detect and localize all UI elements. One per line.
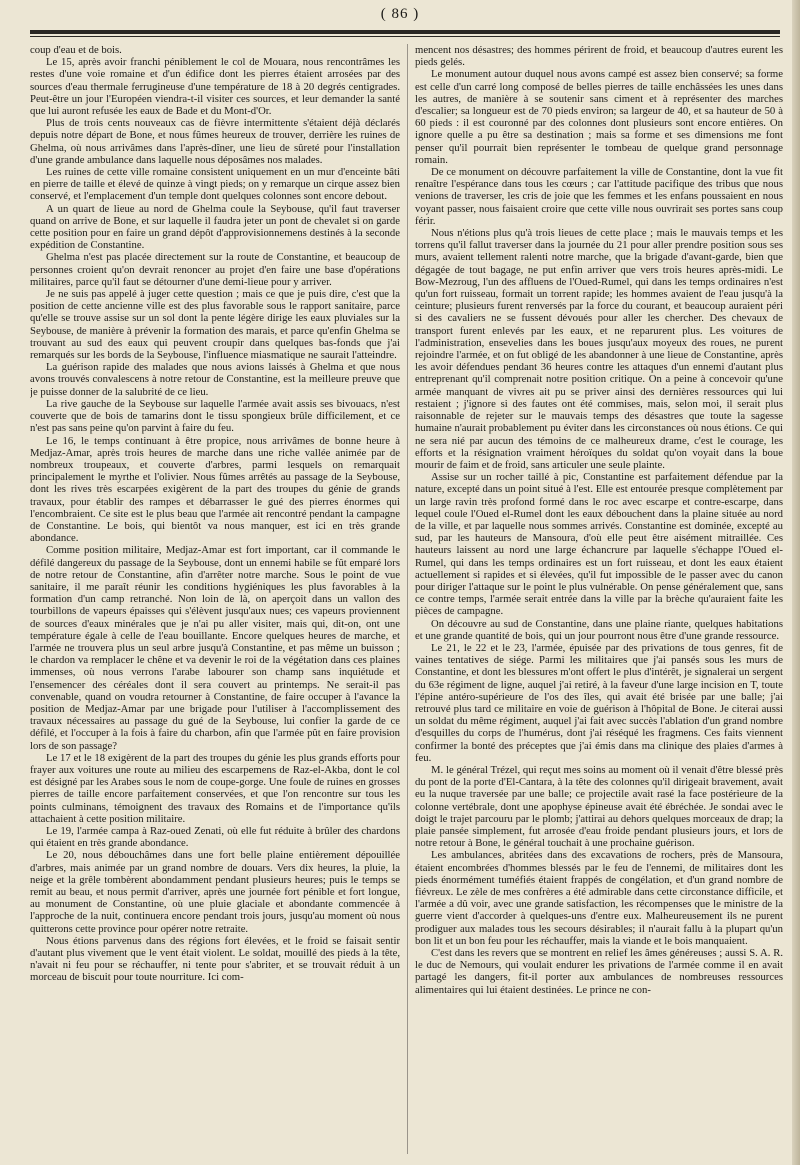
paragraph: La rive gauche de la Seybouse sur laquelle l'armée avait assis ses bivouacs, n'est couverte que de bois de tamarins dont le tissu spongieux brûle difficilement, et ce n'est pas sans peine qu'on parvint à faire du feu. [30,397,400,435]
paragraph: Je ne suis pas appelé à juger cette question ; mais ce que je puis dire, c'est que la position de cette ancienne ville est des plus favorable sous le rapport sanitaire, parce qu'elle se trouve assise sur un sol dont la pente légère dirige les eaux pluviales sur la Seybouse, de manière à prévenir la formation des marais, et parce qu'enfin Ghelma se trouvant au sud des eaux qui peuvent croupir dans quelques bas-fonds que j'ai remarqués sur les bords de la Seybouse, l'influence miasmatique ne saurait l'atteindre. [30,288,400,362]
paragraph: Plus de trois cents nouveaux cas de fièvre intermittente s'étaient déjà déclarés depuis notre départ de Bone, et nous fûmes heureux de trouver, derrière les ruines de Ghelma, où nous arrivâmes dans l'après-dîner, une lieu de sûreté pour l'installation d'une grande ambulance dans laquelle nous déposâmes nos malades. [30,117,400,166]
paragraph: Nous n'étions plus qu'à trois lieues de cette place ; mais le mauvais temps et les torrens qu'il fallut traverser dans la journée du 21 pour aller prendre position sous ses murs, avaient tellement ralenti notre marche, que la brigade d'avant-garde, bien que dégagée de tout bagage, ne put enfin arriver que vers trois heures après-midi. Le Bow-Mezroug, l'un des affluens de l'Oued-Rumel, qui dans les temps ordinaires n'est qu'un fort ruisseau, formait un torrent rapide; les hommes avaient de l'eau jusqu'à la ceinture; plusieurs furent renversés par la force du courant, et beaucoup auraient péri si des cavaliers ne se fussent dévoués pour aller les chercher. Des chevaux de transport furent enlevés par les eaux, et ne reparurent plus. Les voitures de l'administration, ensevelies dans les boues jusqu'aux moyeux des roues, ne purent rejoindre l'armée, et on fut obligé de les abandonner à une lieue de Constantine, après les avoir défendues pendant 36 heures contre les attaques d'un ennemi d'autant plus entreprenant qu'il comprenait notre position critique. On a peine à concevoir qu'une armée manquant de vivres ait pu se priver ainsi des dernières ressources qui lui restaient ; j'ignore si des fautes ont été commises, mais, selon moi, il serait plus raisonnable de rejeter sur le mauvais temps des désastres que toute la sagesse humaine n'aurait probablement pu éviter dans les circonstances où nous étions. Ce qui ne sera nié par aucun des témoins de ce malheureux drame, c'est le courage, les efforts et la résignation vraiment héroïques du soldat qu'on voyait dans la boue mourir de faim et de froid, sans articuler une seule plainte. [415,227,783,471]
column-divider [407,44,408,1154]
paragraph: De ce monument on découvre parfaitement la ville de Constantine, dont la vue fit renaître l'espérance dans tous les cœurs ; car l'attitude pacifique des tribus que nous venions de traverser, les cris de joie que les femmes et les enfans poussaient en nous voyant passer, nous faisaient croire que cette ville nous ouvrirait ses portes sans coup férir. [415,166,783,227]
paragraph: Le 17 et le 18 exigèrent de la part des troupes du génie les plus grands efforts pour frayer aux voitures une route au milieu des escarpemens de Raz-el-Akba, dont le col est désigné par les Arabes sous le nom de coupe-gorge. Une foule de ruines en grosses pierres de taille encore parfaitement conservées, et que l'on rencontre sur tous les points culminans, témoignent des travaux des Romains et de l'importance qu'ils attachaient à cette position militaire. [30,751,400,825]
paragraph: Le 19, l'armée campa à Raz-oued Zenati, où elle fut réduite à brûler des chardons qui étaient en très grande abondance. [30,825,400,850]
paragraph: Le monument autour duquel nous avons campé est assez bien conservé; sa forme est celle d'un carré long composé de belles pierres de taille enchâssées les unes dans les autres, de manière à se soutenir sans ciment et à représenter des marches d'escalier; sa longueur est de 70 pieds environ; sa largeur de 40, et sa hauteur de 50 à 60 pieds : il est couronné par des colonnes dont plusieurs sont encore entières. On ignore quelle a pu être sa destination ; mais sa forme et ses dimensions me font penser qu'il pourrait bien représenter le tombeau de quelque grand personnage romain. [415,68,783,166]
paragraph: Nous étions parvenus dans des régions fort élevées, et le froid se faisait sentir d'autant plus vivement que le vent était violent. Le soldat, mouillé des pieds à la tête, n'avait ni feu pour se réchauffer, ni tente pour s'abriter, et se trouvait réduit à un morceau de biscuit pour toute nourriture. Ici com- [30,934,400,984]
page-edge [792,0,800,1165]
paragraph: C'est dans les revers que se montrent en relief les âmes généreuses ; aussi S. A. R. le duc de Nemours, qui voulait endurer les privations de l'armée comme il en avait partagé les dangers, fit-il porter aux ambulances de nombreuses ressources alimentaires qui lui étaient destinées. Le prince ne con- [415,947,783,996]
paragraph: M. le général Trézel, qui reçut mes soins au moment où il venait d'être blessé près du pont de la porte d'El-Cantara, à la tête des colonnes qu'il dirigeait bravement, avait eu la nuque traversée par une balle; ce projectile avait rasé la face postérieure de la colonne vertébrale, dont une apophyse épineuse avait été ébréchée. Je sondai avec le doigt le trajet parcouru par le plomb; j'attirai au dehors quelques morceaux de drap; la plaie pansée simplement, fut arrosée d'eau froide pendant plusieurs jours, et lors de notre retour à Bone, le général touchait à une prochaine guérison. [415,763,783,850]
paragraph: Le 21, le 22 et le 23, l'armée, épuisée par des privations de tous genres, fit de vaines tentatives de siége. Parmi les militaires que j'ai pansés sous les murs de Constantine, et dont les blessures m'ont offert le plus d'intérêt, je signalerai un sergent du 63e régiment de ligne, auquel j'ai retiré, à la faveur d'une large incision en T, toute l'épine antéro-supérieure de l'os des îles, qui avait été brisée par une balle; j'ai retrouvé plus tard ce militaire en voie de guérison à l'hôpital de Bone. Je citerai aussi un soldat du même régiment, auquel j'ai fait avec succès l'ablation d'un grand nombre d'esquilles du corps de l'humérus, dont j'ai réséqué les fragmens. Ces faits viennent confirmer la bonté des préceptes que j'ai émis dans ma clinique des plaies d'armes à feu. [415,641,783,764]
paragraph: Assise sur un rocher taillé à pic, Constantine est parfaitement défendue par la nature, excepté dans un point situé à l'est. Elle est entourée presque complètement par un large ravin très profond formé dans le roc avec escarpe et contre-escarpe, dans lequel coule l'Oued el-Rumel dont les eaux débouchent dans la plaine située au nord de la ville, et par laquelle nous sommes arrivés. Constantine est dominée, excepté au sud, par les hauteurs de Mansoura, d'où elle peut être aisément mitraillée. Ces hauteurs laissent au nord une large échancrure par laquelle s'échappe l'Oued el-Rumel, qui dans les temps ordinaires est un fort ruisseau, et dont les eaux étaient actuellement si rapides et si élevées, qu'il fut impossible de le passer avec du canon pour diriger l'attaque sur le point le plus vulnérable. On pense généralement que, sans ce contre temps, l'armée serait entrée dans la ville par la brèche qu'auraient faite les pièces de campagne. [415,471,783,618]
paragraph: Ghelma n'est pas placée directement sur la route de Constantine, et beaucoup de personnes croient qu'on devrait renoncer au projet d'en faire une base d'opérations militaires, parce qu'il faut se détourner d'une demi-lieue pour y arriver. [30,251,400,288]
page-number: ( 86 ) [380,6,420,22]
paragraph: Les ambulances, abritées dans des excavations de rochers, près de Mansoura, étaient encombrées d'hommes blessés par le feu de l'ennemi, de militaires dont les pieds énormément tuméfiés étaient frappés de congélation, et d'un grand nombre de fiévreux. Le zèle de mes confrères a été admirable dans cette circonstance difficile, et l'armée a dû voir, avec une grande satisfaction, les récompenses que le ministre de la guerre vient d'accorder à quelques-uns d'entre eux. Malheureusement ils ne purent prodiguer aux malades tous les secours désirables; il n'aurait fallu à la plupart qu'un bon lit et un bon feu pour les réchauffer, mais la viande et le bois manquaient. [415,849,783,947]
paragraph: Le 16, le temps continuant à être propice, nous arrivâmes de bonne heure à Medjaz-Amar, après trois heures de marche dans une riche vallée animée par de nombreux troupeaux, et couverte d'arbres, parmi lesquels on remarquait principalement le myrthe et l'olivier. Nous fûmes arrêtés au passage de la Seybouse, dont les rives très escarpées exigèrent de la part des troupes du génie de grands travaux, pour établir des rampes et débarrasser le gué des pierres énormes qui l'encombraient. Ce site est le plus beau que l'armée ait rencontré pendant la campagne de Constantine. Le bois, qui bientôt va nous manquer, est ici en très grande abondance. [30,434,400,545]
paragraph: coup d'eau et de bois. [30,44,122,56]
header-rule-thin [30,36,780,37]
paragraph: A un quart de lieue au nord de Ghelma coule la Seybouse, qu'il faut traverser quand on arrive de Bone, et sur laquelle il faudra jeter un pont de chevalet si on garde cette position pour en faire un grand dépôt d'approvisionnemens destinés à la seconde expédition de Constantine. [30,202,400,252]
paragraph: Le 15, après avoir franchi péniblement le col de Mouara, nous rencontrâmes les restes d'une voie romaine et d'un édifice dont les pierres étaient arrosées par des sources d'eau thermale ferrugineuse d'une température de 18 à 20 degrés centigrades. Peut-être un jour l'Européen viendra-t-il visiter ces sources, et leur demander la santé que lui auront refusée les eaux de Bade et du Mont-d'Or. [30,56,400,118]
header-rule-thick [30,30,780,34]
paragraph: Les ruines de cette ville romaine consistent uniquement en un mur d'enceinte bâti en pierre de taille et élevé de quinze à vingt pieds; on y remarque un cirque assez bien conservé, et l'emplacement d'un temple dont quelques colonnes sont encore debout. [30,166,400,203]
paragraph: mencent nos désastres; des hommes périrent de froid, et beaucoup d'autres eurent les pieds gelés. [415,44,783,69]
paragraph: Le 20, nous débouchâmes dans une fort belle plaine entièrement dépouillée d'arbres, mais animée par un grand nombre de douars. Vers dix heures, la pluie, la neige et la grêle tombèrent abondamment pendant plusieurs heures; puis le temps se remit au beau, et nous permit d'arriver, après une journée fort pénible et fort longue, au monument de Constantine, où une pluie glaciale et abondante commencée à l'approche de la nuit, continuera encore pendant trois jours, jusqu'au moment où nous quitterons cette province pour opérer notre retraite. [30,849,400,935]
right-column [415,44,783,1159]
left-column [30,44,400,1159]
paragraph: Comme position militaire, Medjaz-Amar est fort important, car il commande le défilé dangereux du passage de la Seybouse, dont un ennemi habile se fût emparé lors de notre retour de Constantine, afin d'arrêter notre marche. Sous le point de vue sanitaire, il me paraît réunir les conditions hygiéniques les plus favorables à la formation d'un camp retranché. Non loin de là, on aperçoit dans un vallon des tourbillons de vapeurs épaisses qui s'élèvent jusqu'aux nues; ces vapeurs proviennent de sources d'eaux minérales que je n'ai pu aller visiter, mais qui, dit-on, ont une température égale à celle de l'eau bouillante. Encore quelques heures de marche, et l'armée ne trouvera plus un seul arbre jusqu'à Constantine, et pas même un buisson ; le chardon va remplacer le chêne et va devenir le roi de la végétation dans ces plaines immenses, où nous verrons l'arabe labourer son champ sans inquiétude et l'ensemencer des céréales dont il sera couvert au printemps. Ne serait-il pas convenable, quand on voudra retourner à Constantine, de faire occuper à l'avance la position de Medjaz-Amar par une brigade pour l'utiliser à l'accomplissement des travaux nécessaires au passage du gué de la Seybouse, lui confier la garde de ce défilé, et l'occuper à la fois à faire du charbon, afin que l'armée pût en faire provision lors de son passage? [30,544,400,752]
paragraph: La guérison rapide des malades que nous avions laissés à Ghelma et que nous avons trouvés convalescens à notre retour de Constantine, est la meilleure preuve que je puisse donner de la salubrité de ce lieu. [30,361,400,398]
paragraph: On découvre au sud de Constantine, dans une plaine riante, quelques habitations et une grande quantité de bois, qui un jour pourront nous être d'une grande ressource. [415,617,783,642]
